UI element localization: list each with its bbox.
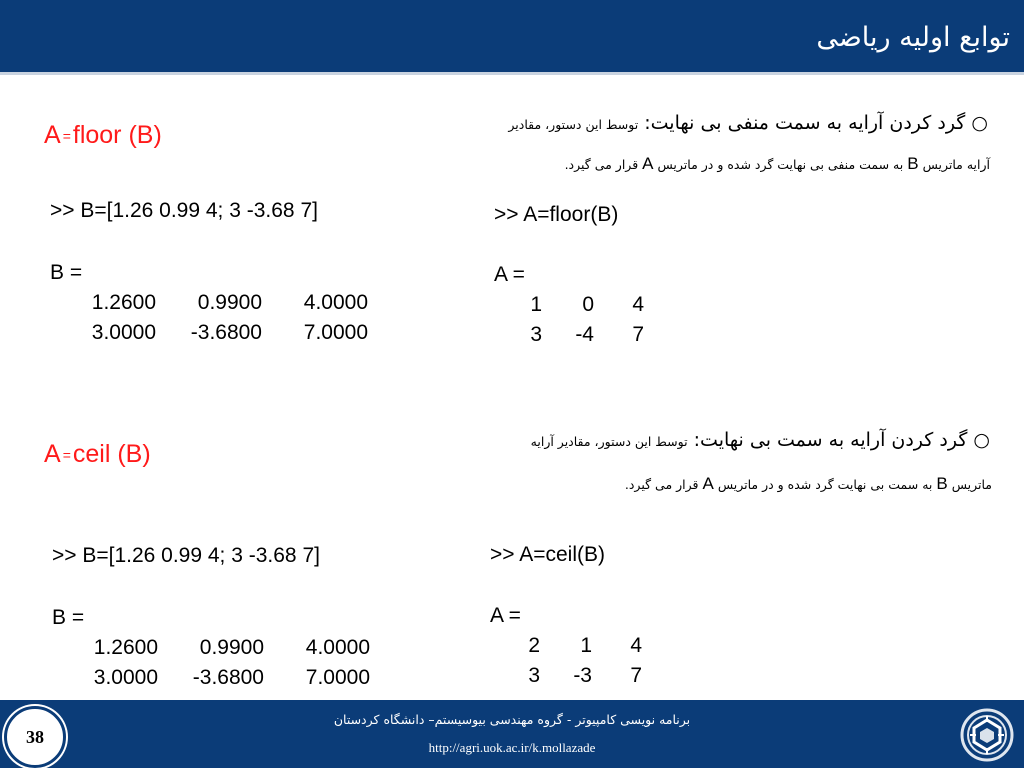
university-logo-icon <box>960 708 1014 762</box>
ceil-matrix-b <box>80 633 370 693</box>
matrix-row <box>516 631 642 661</box>
matrix-cell: 1.2600 <box>91 291 156 314</box>
bullet-small-text: توسط این دستور، مقادیر <box>508 117 639 132</box>
floor-right-label: A = <box>494 263 525 286</box>
desc-part: قرار می گیرد. <box>564 157 639 172</box>
matrix-cell: 3 <box>530 323 542 346</box>
ceil-left-command: >> B=[1.26 0.99 4; 3 -3.68 7] <box>52 544 320 567</box>
matrix-cell: 4 <box>630 634 642 657</box>
ceil-bullet-line <box>531 429 990 451</box>
func-letter: A <box>44 121 61 149</box>
matrix-cell: 3.0000 <box>93 666 158 689</box>
matrix-cell: -3.6800 <box>190 321 262 344</box>
matrix-cell: -4 <box>575 323 594 346</box>
bullet-symbol: ○ <box>973 429 990 451</box>
func-eq: = <box>62 128 71 145</box>
matrix-cell: 4.0000 <box>303 291 368 314</box>
footer-bar <box>0 700 1024 768</box>
bullet-main-text: گرد کردن آرایه به سمت منفی بی نهایت: <box>644 112 966 134</box>
matrix-cell: 7.0000 <box>305 666 370 689</box>
desc-part: ماتریس <box>951 477 992 492</box>
matrix-cell: 4 <box>632 293 644 316</box>
floor-matrix-a <box>520 290 644 350</box>
footer-course-text: برنامه نویسی کامپیوتر - گروه مهندسی بیوسیستم– دانشگاه کردستان <box>333 712 691 727</box>
matrix-cell: 0.9900 <box>199 636 264 659</box>
ceil-matrix-a <box>516 631 642 691</box>
bullet-main-text: گرد کردن آرایه به سمت بی نهایت: <box>693 429 968 451</box>
floor-right-command: >> A=floor(B) <box>494 203 619 226</box>
bullet-symbol: ○ <box>971 112 988 134</box>
matrix-cell: 1 <box>530 293 542 316</box>
page-title: توابع اولیه ریاضی <box>816 22 1010 53</box>
ceil-description-line <box>625 474 992 494</box>
floor-matrix-b <box>78 288 368 348</box>
desc-part: قرار می گیرد. <box>624 477 699 492</box>
matrix-row <box>520 320 644 350</box>
func-eq: = <box>62 447 71 464</box>
ceil-left-label: B = <box>52 606 85 629</box>
desc-part: به سمت بی نهایت گرد شده و در ماتریس <box>717 477 933 492</box>
floor-left-command: >> B=[1.26 0.99 4; 3 -3.68 7] <box>50 199 318 222</box>
matrix-cell: 1 <box>580 634 592 657</box>
desc-part: آرایه ماتریس <box>922 157 990 172</box>
header-bar <box>0 0 1024 75</box>
floor-left-label: B = <box>50 261 83 284</box>
desc-part: به سمت منفی بی نهایت گرد شده و در ماتریس <box>657 157 904 172</box>
bullet-small-text: توسط این دستور، مقادیر آرایه <box>530 434 688 449</box>
matrix-cell: 7 <box>632 323 644 346</box>
matrix-cell: -3.6800 <box>192 666 264 689</box>
matrix-row <box>516 661 642 691</box>
matrix-row <box>520 290 644 320</box>
matrix-cell: 7 <box>630 664 642 687</box>
matrix-cell: 7.0000 <box>303 321 368 344</box>
matrix-cell: 3.0000 <box>91 321 156 344</box>
matrix-cell: -3 <box>573 664 592 687</box>
floor-function-title <box>44 121 162 150</box>
page-number: 38 <box>26 726 44 747</box>
footer-url[interactable]: http://agri.uok.ac.ir/k.mollazade <box>428 740 596 755</box>
matrix-cell: 0.9900 <box>197 291 262 314</box>
floor-description-line <box>565 154 990 174</box>
desc-var-a: A <box>702 474 714 493</box>
ceil-right-command: >> A=ceil(B) <box>490 543 605 566</box>
matrix-row <box>80 663 370 693</box>
desc-var-b: B <box>936 474 948 493</box>
func-name: floor (B) <box>72 121 162 149</box>
matrix-cell: 4.0000 <box>305 636 370 659</box>
desc-var-a: A <box>642 154 654 173</box>
matrix-row <box>78 318 368 348</box>
func-letter: A <box>44 440 61 468</box>
matrix-cell: 1.2600 <box>93 636 158 659</box>
matrix-cell: 0 <box>582 293 594 316</box>
ceil-right-label: A = <box>490 604 521 627</box>
matrix-cell: 3 <box>528 664 540 687</box>
floor-bullet-line <box>508 112 988 134</box>
matrix-cell: 2 <box>528 634 540 657</box>
desc-var-b: B <box>907 154 919 173</box>
matrix-row <box>78 288 368 318</box>
matrix-row <box>80 633 370 663</box>
ceil-function-title <box>44 440 151 469</box>
func-name: ceil (B) <box>72 440 151 468</box>
